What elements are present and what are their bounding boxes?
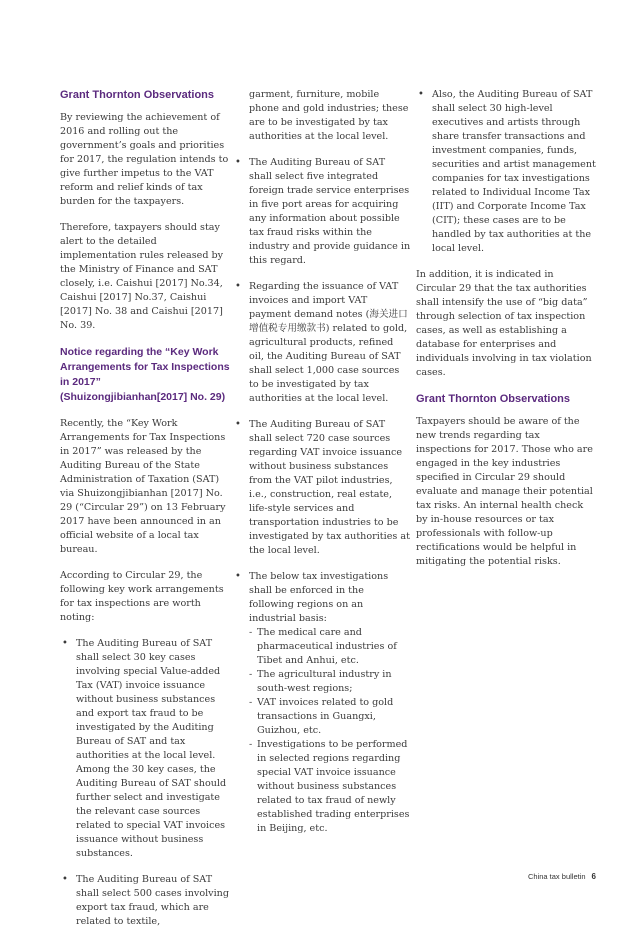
bullet-list <box>233 156 411 836</box>
section-heading: Grant Thornton Observations <box>416 393 571 405</box>
section-heading: Grant Thornton Observations <box>60 89 215 101</box>
bullet-item: • The Auditing Bureau of SAT shall select 500 cases involving export tax fraud, which are related to textile, <box>60 873 230 929</box>
notice-heading: Notice regarding the “Key Work Arrangements for Tax Inspections in 2017” (Shuizongjibianhan[2017] No. 29) <box>60 346 230 403</box>
page-footer <box>528 872 596 881</box>
bullet-text: The below tax investigations shall be enforced in the following regions on an industrial basis: <box>249 571 389 624</box>
bullet-list <box>60 637 230 929</box>
dash-item: - The medical care and pharmaceutical industries of Tibet and Anhui, etc. <box>249 626 411 668</box>
page-number: 6 <box>591 872 596 881</box>
column-right <box>416 88 596 581</box>
dash-item: - The agricultural industry in south-west regions; <box>249 668 411 696</box>
bullet-item: • The Auditing Bureau of SAT shall select five integrated foreign trade service enterprises in five port areas for acquiring any information about possible tax fraud risks within the industry and provide guidance in this regard. <box>233 156 411 268</box>
paragraph: Taxpayers should be aware of the new trends regarding tax inspections for 2017. Those who are engaged in the key industries specified in Circular 29 should evaluate and manage their potential tax risks. An internal health check by in-house resources or tax professionals with follow-up rectifications would be helpful in mitigating the potential risks. <box>416 416 593 567</box>
bullet-item: • Also, the Auditing Bureau of SAT shall select 30 high-level executives and artists through share transfer transactions and investment companies, funds, securities and artist management companies for tax investigations related to Individual Income Tax (IIT) and Corporate Income Tax (CIT); these cases are to be handled by tax authorities at the local level. <box>416 88 596 256</box>
paragraph: By reviewing the achievement of 2016 and rolling out the government’s goals and priorities for 2017, the regulation intends to give further impetus to the VAT reform and relief kinds of tax burden for the taxpayers. <box>60 112 229 207</box>
bullet-item <box>233 570 411 836</box>
dash-list <box>249 626 411 836</box>
bullet-item: • The Auditing Bureau of SAT shall select 720 case sources regarding VAT invoice issuance without business substances from the VAT pilot industries, i.e., construction, real estate, life-style services and transportation industries to be investigated by tax authorities at the local level. <box>233 418 411 558</box>
paragraph: Therefore, taxpayers should stay alert to the detailed implementation rules released by the Ministry of Finance and SAT closely, i.e. Caishui [2017] No.34, Caishui [2017] No.37, Caishui [2017] No. 38 and Caishui [2017] No. 39. <box>60 222 224 331</box>
paragraph: Recently, the “Key Work Arrangements for Tax Inspections in 2017” was released by the Auditing Bureau of the State Administration of Taxation (SAT) via Shuizongjibianhan [2017] No. 29 (“Circular 29”) on 13 February 2017 have been announced in an official website of a local tax bureau. <box>60 418 226 555</box>
column-left <box>60 88 230 941</box>
column-middle <box>233 88 411 848</box>
bullet-item: • Regarding the issuance of VAT invoices and import VAT payment demand notes (海关进口增值税专用缴款书) related to gold, agricultural products, refined oil, the Auditing Bureau of SAT shall select 1,000 case sources to be investigated by tax authorities at the local level. <box>233 280 411 406</box>
paragraph: According to Circular 29, the following key work arrangements for tax inspections are worth noting: <box>60 570 224 623</box>
bullet-continuation: garment, furniture, mobile phone and gold industries; these are to be investigated by tax authorities at the local level. <box>249 89 409 142</box>
footer-label: China tax bulletin <box>528 872 586 881</box>
paragraph: In addition, it is indicated in Circular 29 that the tax authorities shall intensify the use of “big data” through selection of tax inspection cases, as well as establishing a database for enterprises and individuals involving in tax violation cases. <box>416 269 592 378</box>
bullet-list <box>416 88 596 256</box>
bullet-item: • The Auditing Bureau of SAT shall select 30 key cases involving special Value-added Tax (VAT) invoice issuance without business substances and export tax fraud to be investigated by the Auditing Bureau of SAT and tax authorities at the local level. Among the 30 key cases, the Auditing Bureau of SAT should further select and investigate the relevant case sources related to special VAT invoices issuance without business substances. <box>60 637 230 861</box>
dash-item: - VAT invoices related to gold transactions in Guangxi, Guizhou, etc. <box>249 696 411 738</box>
dash-item: - Investigations to be performed in selected regions regarding special VAT invoice issuance without business substances related to tax fraud of newly established trading enterprises in Beijing, etc. <box>249 738 411 836</box>
